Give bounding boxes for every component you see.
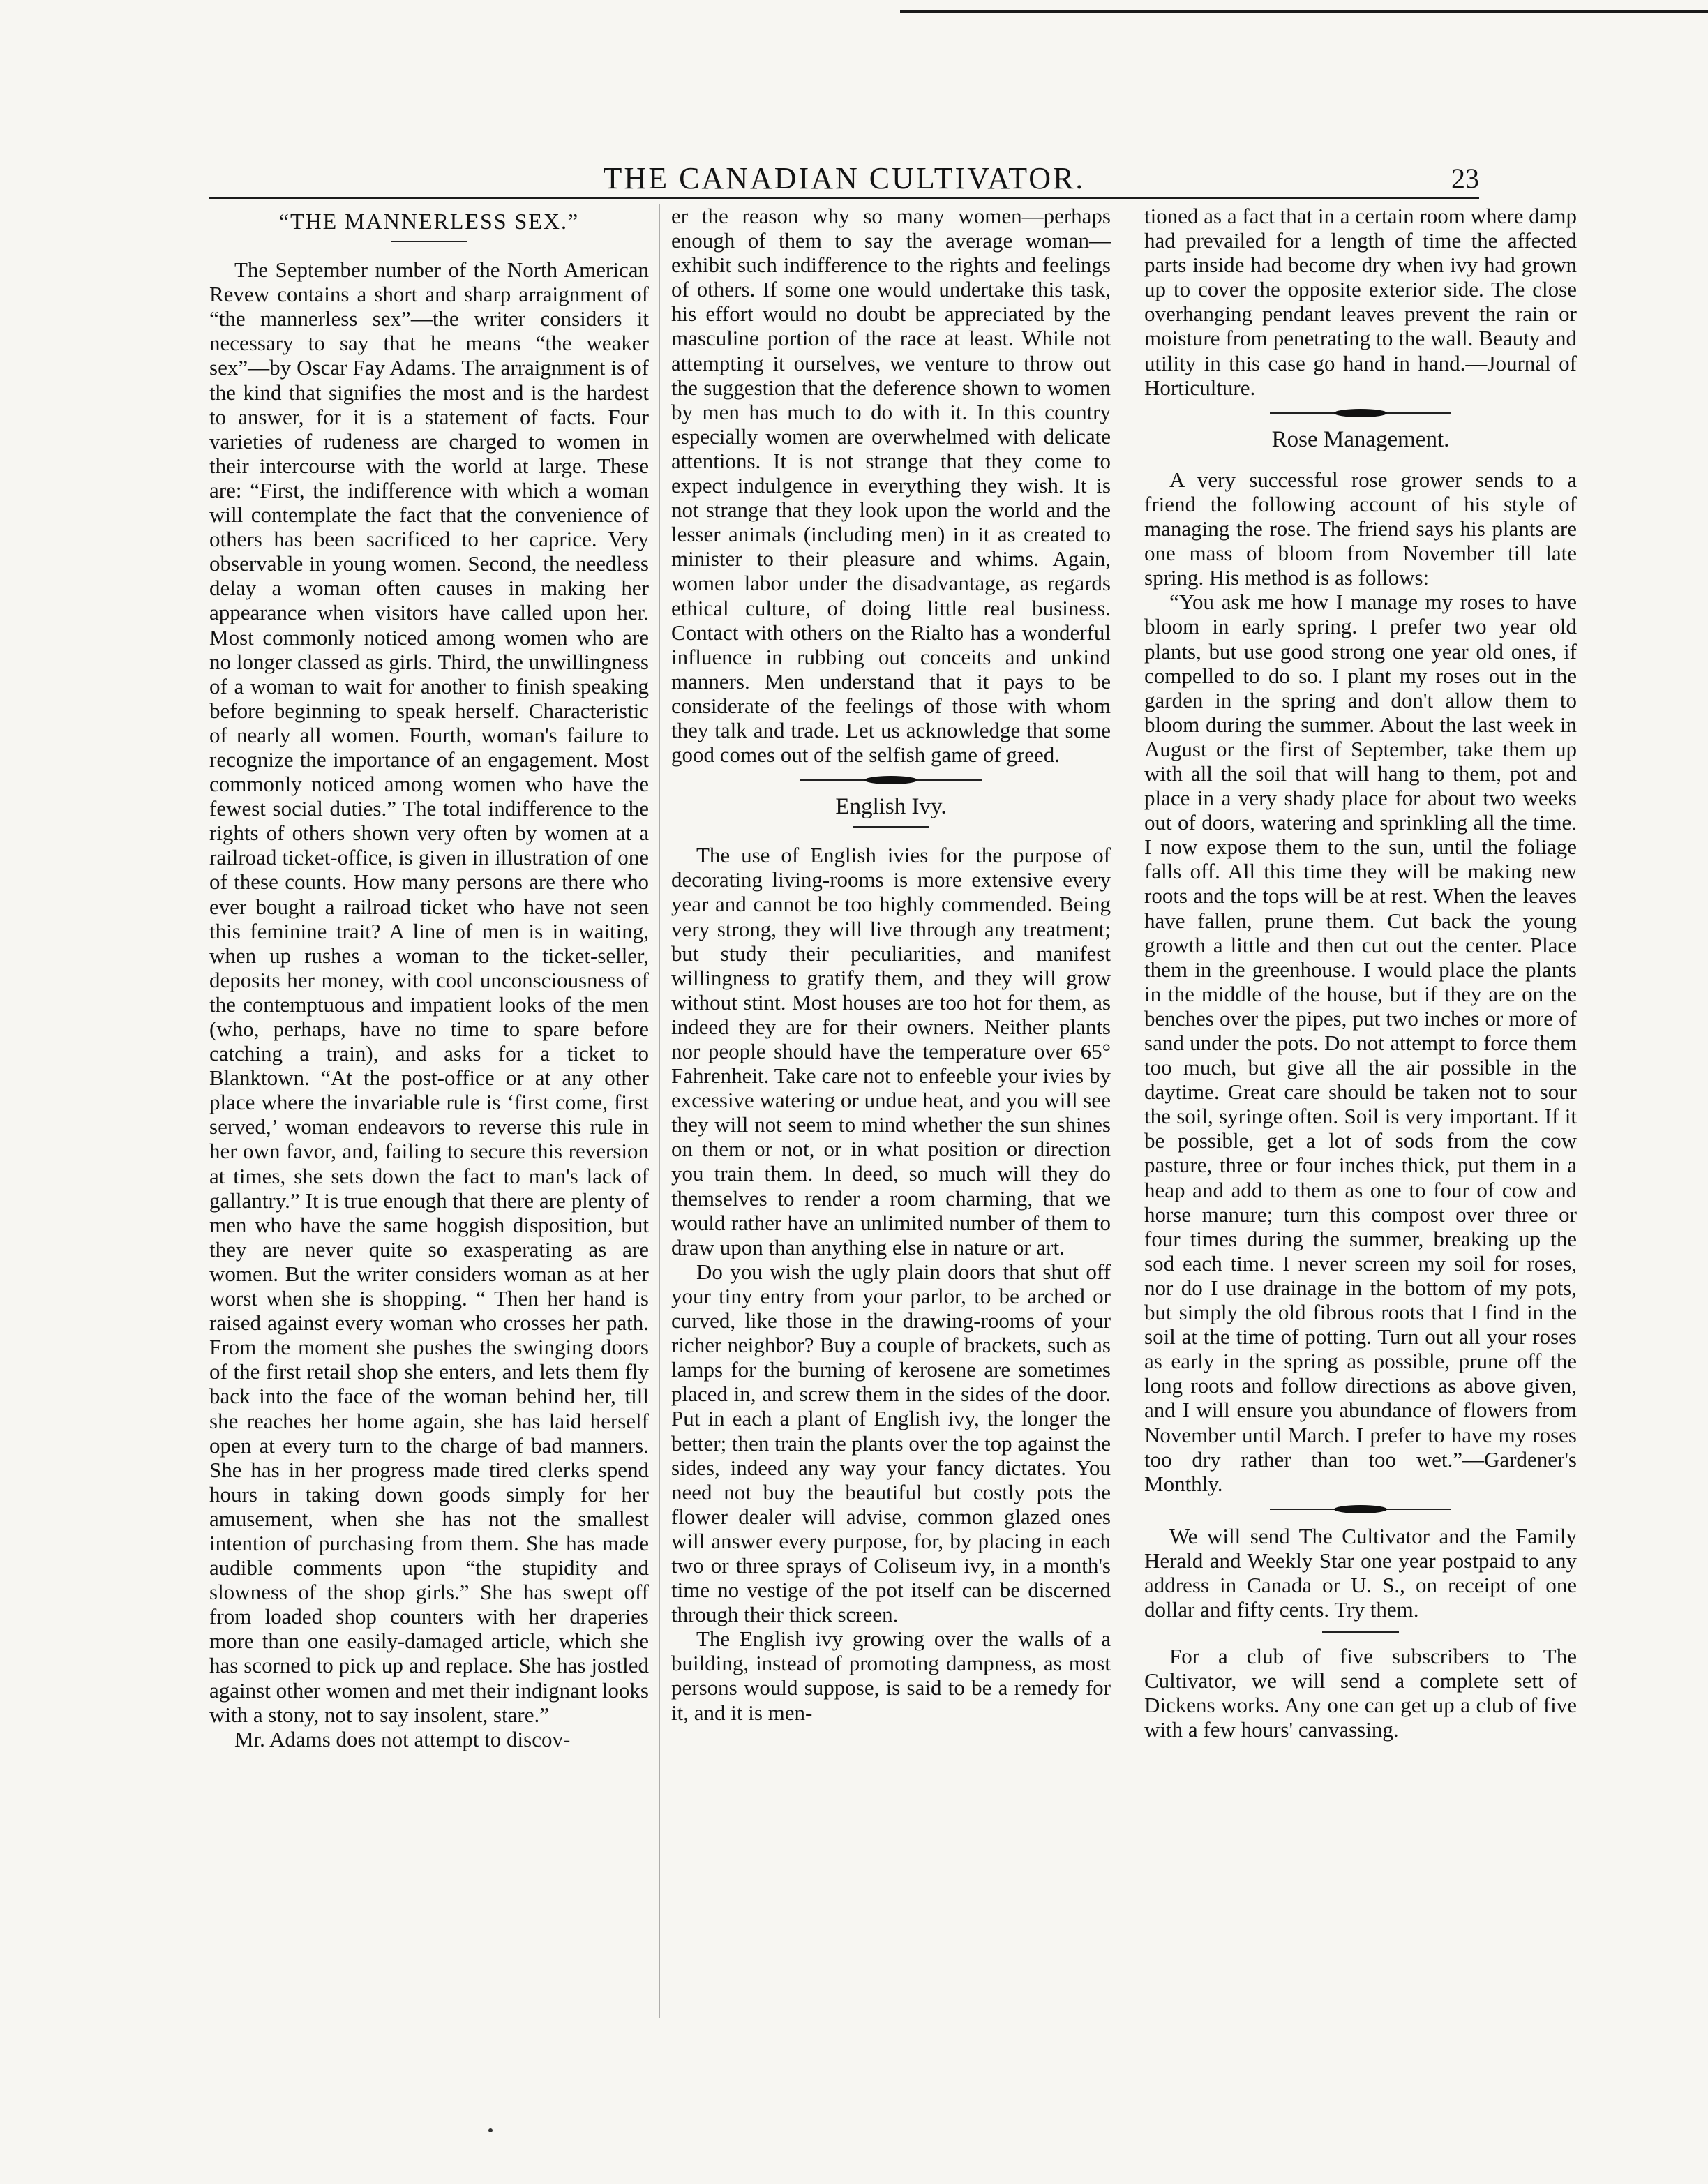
section-ornament	[1270, 1504, 1451, 1514]
article-paragraph: er the reason why so many women—perhaps enough of them to say the average woman—exhibit such indifference to the rights and feelings of others. If some one would undertake this task, his effort would no doubt be appreciated by the masculine portion of the race at least. While not attempting it ourselves, we venture to throw out the suggestion that the deference shown to women by men has much to do with it. In this country especially women are overwhelmed with delicate attentions. It is not strange that they come to expect indulgence in everything they wish. It is not strange that they look upon the world and the lesser animals (including men) in it as created to minister to their pleasure and whims. Again, women labor under the disadvantage, as regards ethical culture, of doing little real business. Contact with others on the Rialto has a wonderful influence in rubbing out conceits and unkind manners. Men understand that it pays to be considerate of the feelings of those with whom they talk and trade. Let us acknowledge that some good comes out of the selfish game of greed.	[671, 204, 1111, 768]
subscription-offer: We will send The Cultivator and the Family Herald and Weekly Star one year postpaid to any address in Canada or U. S., on receipt of one dollar and fifty cents. Try them.	[1144, 1523, 1577, 1622]
article-paragraph: The September number of the North American Revew contains a short and sharp arraignment of “the mannerless sex”—the writer considers it necessary to say that he means “the weaker sex”—by Oscar Fay Adams. The arraignment is of the kind that signifies the most and is the hardest to answer, for it is a statement of facts. Four varieties of rudeness are charged to women in their intercourse with the world at large. These are: “First, the indifference with which a woman will contemplate the fact that the convenience of others has been sacrificed to her caprice. Very observable in young women. Second, the needless delay a woman often causes in making her appearance when visitors have called upon her. Most commonly noticed among women who are no longer classed as girls. Third, the unwillingness of a woman to wait for another to finish speaking before beginning to speak herself. Characteristic of nearly all women. Fourth, woman's failure to recognize the importance of an engagement. Most commonly noticed among women who have the fewest social duties.” The total indifference to the rights of others shown very often by women at a railroad ticket-office, is given in illustration of one of these counts. How many persons are there who ever bought a railroad ticket who have not seen this feminine trait? A line of men is in waiting, when up rushes a woman to the ticket-seller, deposits her money, with cool unconsciousness of the contemptuous and impatient looks of the men (who, perhaps, have no time to spare before catching a train), and asks for a ticket to Blanktown. “At the post-office or at any other place where the invariable rule is ‘first come, first served,’ woman endeavors to reverse this rule in her own favor, and, failing to secure this reversion at times, she sets down the fact to man's lack of gallantry.” It is true enough that there are plenty of men who have the same hoggish disposition, but they are never quite so exasperating as are women. But the writer considers woman as at her worst when she is shopping. “ Then her hand is raised against every woman who crosses her path. From the moment she pushes the swinging doors of the first retail shop she enters, and lets them fly back into the face of the woman behind her, till she reaches her home again, she has laid herself open at every turn to the charge of bad manners. She has in her progress made tired clerks spend hours in taking down goods simply for her amusement, when she has not the smallest intention of purchasing from them. She has made audible comments upon “the stupidity and slowness of the shop girls.” She has swept off from loaded shop counters with her draperies more than one easily-damaged article, which she has scorned to pick up and replace. She has jostled against other women and met their indignant looks with a stony, not to say insolent, stare.”	[209, 257, 649, 1727]
section-ornament	[800, 775, 982, 785]
title-rule	[853, 826, 929, 828]
article-paragraph: The use of English ivies for the purpose of decorating living-rooms is more extensive every year and cannot be too highly commended. Being very strong, they will live through any treatment; but study their peculiarities, and manifest willingness to gratify them, and they will grow without stint. Most houses are too hot for them, as indeed they are for their owners. Neither plants nor people should have the temperature over 65° Fahrenheit. Take care not to enfeeble your ivies by excessive watering or undue heat, and you will see they will not seem to mind whether the sun shines on them or not, or in what position or direction you train them. In deed, so much will they do themselves to render a room charming, that we would rather have an unlimited number of them to draw upon than anything else in nature or art.	[671, 843, 1111, 1259]
article-title-mannerless-sex: “THE MANNERLESS SEX.”	[278, 209, 580, 234]
article-paragraph: Do you wish the ugly plain doors that shut off your tiny entry from your parlor, to be arched or curved, like those in the drawing-rooms of your richer neighbor? Buy a couple of brackets, such as lamps for the burning of kerosene are sometimes placed in, and screw them in the sides of the door. Put in each a plant of English ivy, the longer the better; then train the plants over the top against the sides, indeed any way your fancy dictates. You need not buy the beautiful but costly pots the flower dealer will advise, common glazed ones will answer every purpose, for, by placing in each two or three sprays of Coliseum ivy, in a month's time no vestige of the pot itself can be discerned through their thick screen.	[671, 1259, 1111, 1627]
column-2	[671, 204, 1111, 1725]
top-border-rule	[900, 10, 1708, 13]
divider-rule	[1322, 1631, 1399, 1633]
article-title-english-ivy: English Ivy.	[835, 794, 947, 820]
publication-title: THE CANADIAN CULTIVATOR.	[603, 161, 1086, 195]
page-header	[209, 158, 1479, 200]
article-title-rose-management: Rose Management.	[1271, 426, 1450, 452]
article-paragraph: The English ivy growing over the walls of a building, instead of promoting dampness, as most persons would suppose, is said to be a remedy for it, and it is men-	[671, 1626, 1111, 1725]
club-offer: For a club of five subscribers to The Cultivator, we will send a complete sett of Dickens works. Any one can get up a club of five with a few hours' canvassing.	[1144, 1644, 1577, 1742]
article-paragraph: A very successful rose grower sends to a friend the following account of his style of managing the rose. The friend says his plants are one mass of bloom from November till late spring. His method is as follows:	[1144, 467, 1577, 590]
title-rule	[391, 241, 467, 242]
header-rule	[209, 197, 1479, 199]
article-paragraph: Mr. Adams does not attempt to discov-	[234, 1726, 571, 1751]
page-number: 23	[1451, 163, 1479, 194]
article-paragraph: tioned as a fact that in a certain room where damp had prevailed for a length of time the affected parts inside had become dry when ivy had grown up to cover the opposite exterior side. The close overhanging pendant leaves prevent the rain or moisture from penetrating to the wall. Beauty and utility in this case go hand in hand.—Journal of Horticulture.	[1144, 204, 1577, 400]
column-divider-1	[659, 204, 660, 2018]
column-3	[1144, 204, 1577, 1742]
section-ornament	[1270, 408, 1451, 418]
printing-speck	[488, 2128, 493, 2132]
column-1	[209, 204, 649, 1751]
article-paragraph: “You ask me how I manage my roses to have bloom in early spring. I prefer two year old plants, but use good strong one year old ones, if compelled to do so. I plant my roses out in the garden in the spring and don't allow them to bloom during the summer. About the last week in August or the first of September, take them up with all the soil that will hang to them, pot and place in a very shady place for about two weeks out of doors, watering and sprinkling all the time. I now expose them to the sun, until the foliage falls off. All this time they will be making new roots and the tops will be at rest. When the leaves have fallen, prune them. Cut back the young growth a little and then cut out the center. Place them in the greenhouse. I would place the plants in the middle of the house, but if they are on the benches over the pipes, put two inches or more of sand under the pots. Do not attempt to force them too much, but give all the air possible in the daytime. Great care should be taken not to sour the soil, syringe often. Soil is very important. If it be possible, get a lot of sods from the cow pasture, three or four inches thick, put them in a heap and add to them as one to four of cow and horse manure; turn this compost over three or four times during the summer, breaking up the sod each time. I never screen my soil for roses, nor do I use drainage in the bottom of my pots, but simply the old fibrous roots that I find in the soil at the time of potting. Turn out all your roses as early in the spring as possible, prune off the long roots and follow directions as above given, and I will ensure you abundance of flowers from November until March. I prefer to have my roses too dry rather than too wet.”—Gardener's Monthly.	[1144, 590, 1577, 1496]
